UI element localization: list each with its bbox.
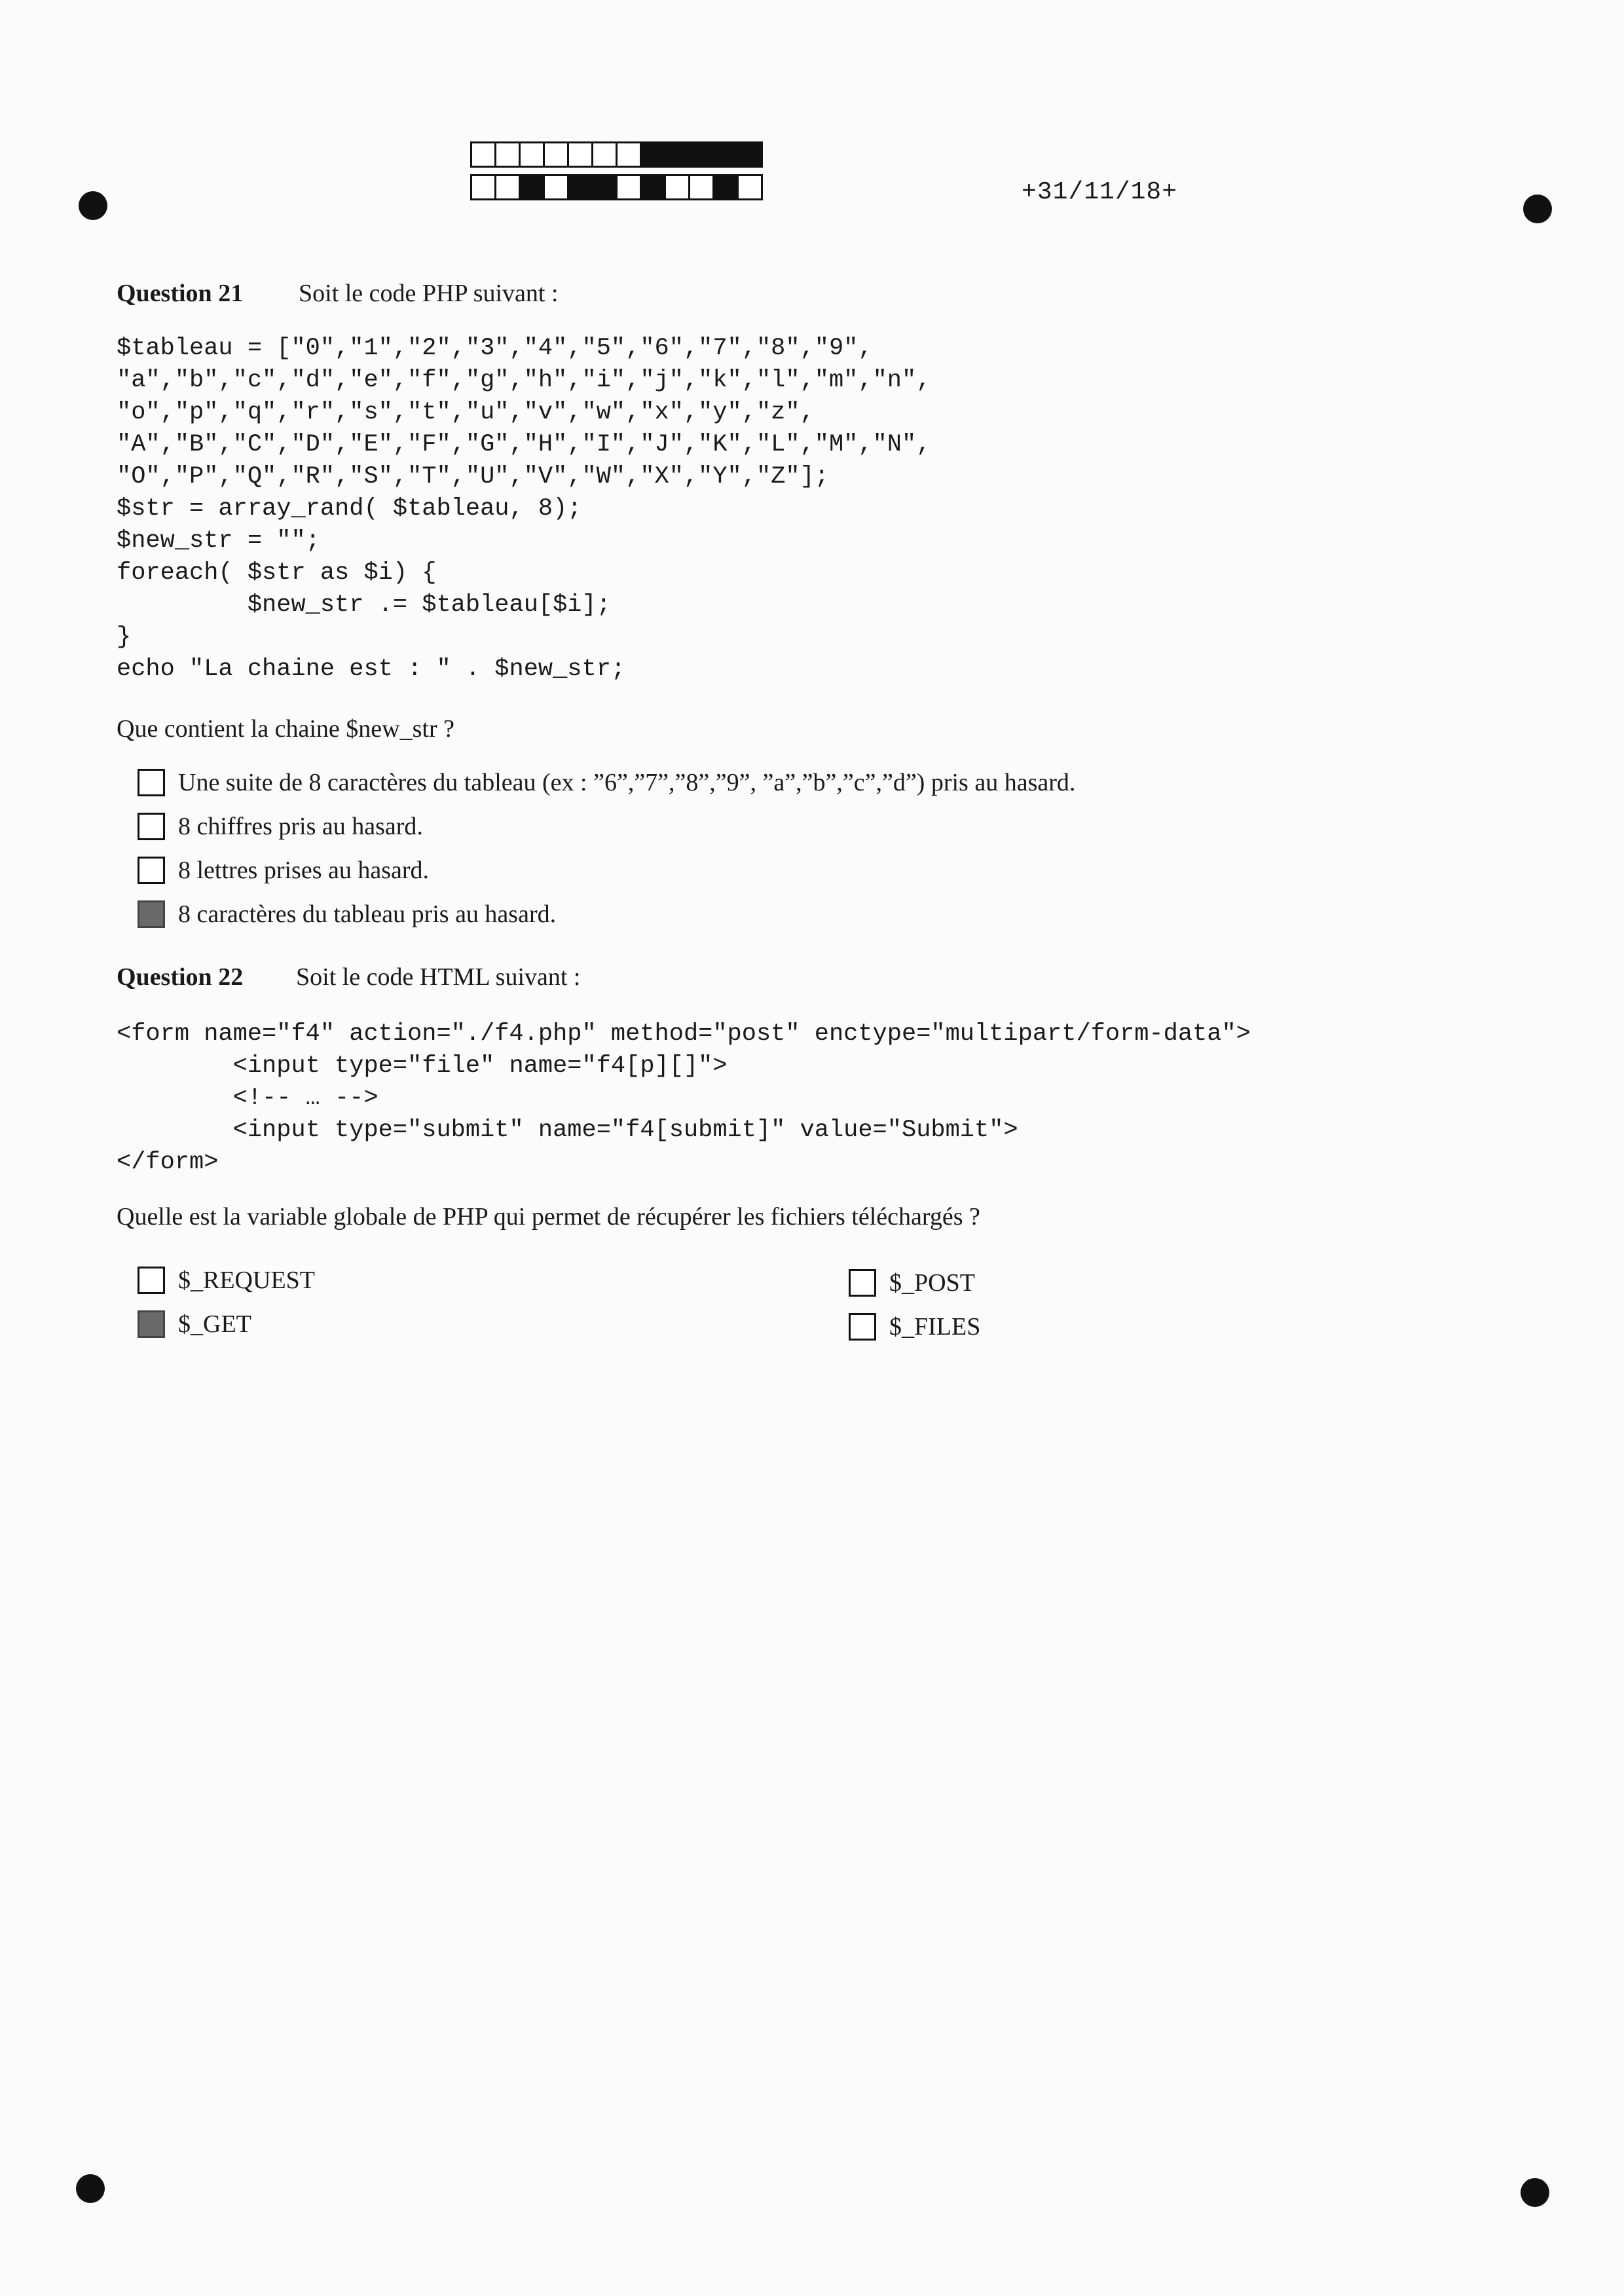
question-21-prompt: Que contient la chaine $new_str ? <box>117 715 454 743</box>
answer-checkbox[interactable] <box>138 769 165 796</box>
barcode-cell <box>640 141 666 168</box>
question-21-answer-2[interactable] <box>138 812 423 841</box>
barcode-cell <box>712 174 739 200</box>
answer-checkbox[interactable] <box>138 1310 165 1338</box>
answer-label: Une suite de 8 caractères du tableau (ex : ”6”,”7”,”8”,”9”, ”a”,”b”,”c”,”d”) pris au hasard. <box>178 769 1076 796</box>
code-line: "o","p","q","r","s","t","u","v","w","x","y","z", <box>117 399 815 426</box>
code-line: foreach( $str as $i) { <box>117 559 437 587</box>
answer-checkbox[interactable] <box>849 1269 876 1297</box>
barcode-cell <box>543 141 569 168</box>
answer-label: $_GET <box>178 1310 251 1338</box>
question-label: Question 21 <box>117 280 244 307</box>
registration-dot-top-left <box>79 191 107 220</box>
barcode-cell <box>470 174 496 200</box>
question-21-code <box>117 333 931 686</box>
barcode-row-2 <box>470 174 761 200</box>
answer-label: 8 caractères du tableau pris au hasard. <box>178 900 557 928</box>
answer-label: $_POST <box>889 1269 975 1297</box>
registration-dot-bottom-right <box>1521 2178 1549 2207</box>
question-21-answer-1[interactable] <box>138 768 1075 797</box>
registration-dot-top-right <box>1523 194 1552 223</box>
barcode-cell <box>712 141 739 168</box>
question-22-answer-request[interactable] <box>138 1266 315 1295</box>
answer-checkbox[interactable] <box>138 900 165 928</box>
code-line: echo "La chaine est : " . $new_str; <box>117 656 626 683</box>
question-intro: Soit le code PHP suivant : <box>299 280 559 307</box>
barcode-cell <box>688 141 714 168</box>
code-line: $new_str .= $tableau[$i]; <box>117 591 611 619</box>
answer-checkbox[interactable] <box>849 1313 876 1341</box>
question-22-answer-files[interactable] <box>849 1312 980 1341</box>
code-line: <!-- … --> <box>117 1084 378 1112</box>
barcode-cell <box>470 141 496 168</box>
exam-code: +31/11/18+ <box>1022 178 1178 206</box>
answer-label: 8 chiffres pris au hasard. <box>178 813 423 840</box>
code-line: <input type="file" name="f4[p][]"> <box>117 1052 728 1080</box>
question-intro: Soit le code HTML suivant : <box>296 963 581 991</box>
barcode-cell <box>591 141 618 168</box>
barcode-cell <box>616 174 642 200</box>
answer-checkbox[interactable] <box>138 857 165 884</box>
barcode-cell <box>688 174 714 200</box>
question-21-answer-4[interactable] <box>138 900 556 929</box>
question-22-answer-get[interactable] <box>138 1310 251 1339</box>
barcode-cell <box>567 174 593 200</box>
barcode-row-1 <box>470 141 761 168</box>
code-line: $str = array_rand( $tableau, 8); <box>117 495 582 523</box>
question-21-answer-3[interactable] <box>138 856 429 885</box>
answer-label: $_REQUEST <box>178 1267 315 1294</box>
barcode-cell <box>494 174 521 200</box>
code-line: <form name="f4" action="./f4.php" method="post" enctype="multipart/form-data"> <box>117 1020 1251 1048</box>
barcode-cell <box>664 174 690 200</box>
question-22-code <box>117 1018 1251 1179</box>
barcode-cell <box>737 141 763 168</box>
barcode-cell <box>519 141 545 168</box>
barcode-cell <box>737 174 763 200</box>
barcode-cell <box>494 141 521 168</box>
code-line: $new_str = ""; <box>117 527 320 555</box>
question-22-prompt: Quelle est la variable globale de PHP qui permet de récupérer les fichiers téléchargés ? <box>117 1203 980 1231</box>
question-22-heading <box>117 963 580 991</box>
barcode-cell <box>519 174 545 200</box>
code-line: } <box>117 623 132 651</box>
question-label: Question 22 <box>117 963 244 991</box>
answer-checkbox[interactable] <box>138 813 165 840</box>
registration-dot-bottom-left <box>76 2174 105 2203</box>
answer-label: 8 lettres prises au hasard. <box>178 857 430 884</box>
question-22-answer-post[interactable] <box>849 1268 975 1297</box>
page-barcode <box>470 141 761 207</box>
question-21-heading <box>117 279 559 308</box>
code-line: $tableau = ["0","1","2","3","4","5","6","7","8","9", <box>117 335 873 362</box>
code-line: "O","P","Q","R","S","T","U","V","W","X","Y","Z"]; <box>117 463 829 491</box>
barcode-cell <box>664 141 690 168</box>
barcode-cell <box>640 174 666 200</box>
answer-label: $_FILES <box>889 1313 981 1341</box>
answer-checkbox[interactable] <box>138 1267 165 1294</box>
barcode-cell <box>567 141 593 168</box>
code-line: "A","B","C","D","E","F","G","H","I","J","K","L","M","N", <box>117 431 931 458</box>
code-line: "a","b","c","d","e","f","g","h","i","j","k","l","m","n", <box>117 367 931 394</box>
code-line: <input type="submit" name="f4[submit]" value="Submit"> <box>117 1117 1018 1144</box>
code-line: </form> <box>117 1149 219 1176</box>
barcode-cell <box>616 141 642 168</box>
barcode-cell <box>591 174 618 200</box>
barcode-cell <box>543 174 569 200</box>
